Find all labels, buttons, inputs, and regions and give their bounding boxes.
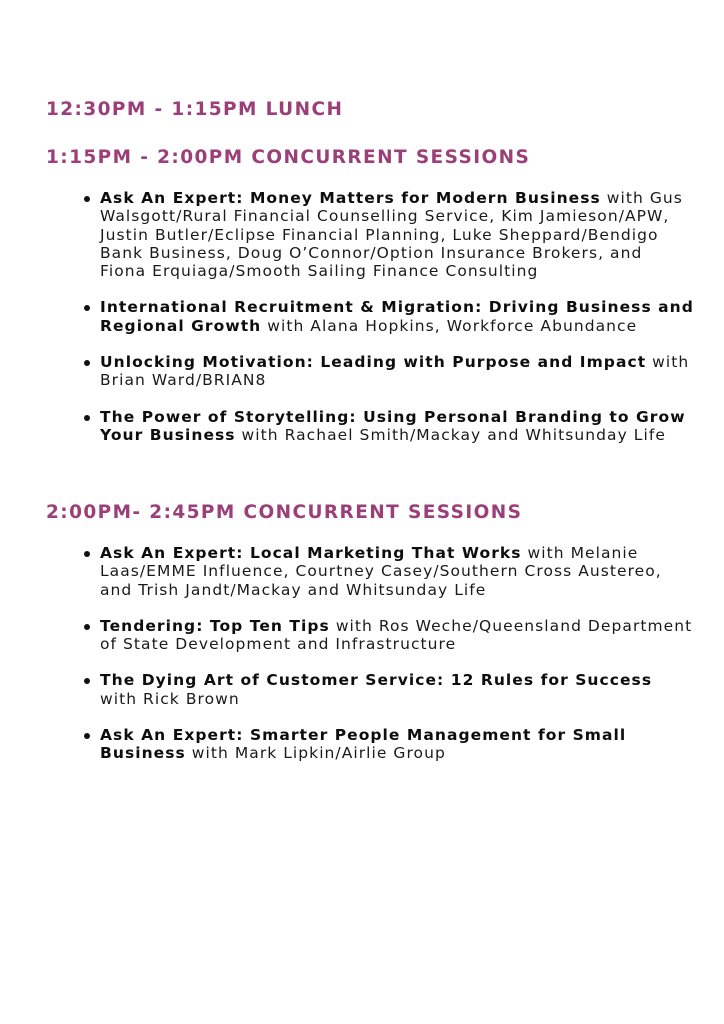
bullet-icon — [84, 196, 90, 202]
bullet-icon — [84, 551, 90, 557]
session-detail: with Ros Weche/Queensland Department of State Development and Infrastructure — [100, 616, 693, 654]
session-block-1-heading: 1:15PM - 2:00PM CONCURRENT SESSIONS — [46, 147, 531, 168]
bullet-icon — [84, 733, 90, 739]
session-item — [76, 353, 694, 390]
session-title: International Recruitment & Migration: Driving Business and Regional Growth — [100, 298, 694, 335]
session-detail: with Alana Hopkins, Workforce Abundance — [267, 316, 638, 335]
bullet-icon — [84, 415, 90, 421]
session-detail: with Gus Walsgott/Rural Financial Counselling Service, Kim Jamieson/APW, Justin Butler/Eclipse Financial Planning, Luke Sheppard/Bendigo Bank Business, Doug O’Connor/Option Insurance Brokers, and Fiona Erquiaga/Smooth Sailing Finance Consulting — [100, 189, 683, 281]
session-item — [76, 617, 694, 654]
session-title: Ask An Expert: Smarter People Management for Small Business — [100, 726, 627, 763]
session-title: Tendering: Top Ten Tips — [100, 616, 330, 635]
bullet-icon — [84, 360, 90, 366]
session-title: Ask An Expert: Money Matters for Modern Business — [100, 189, 601, 207]
session-title: The Power of Storytelling: Using Personal Branding to Grow Your Business — [100, 407, 686, 444]
session-item — [76, 408, 694, 445]
session-item — [76, 189, 694, 280]
session-detail: with Melanie Laas/EMME Influence, Courtney Casey/Southern Cross Austereo, and Trish Jandt/Mackay and Whitsunday Life — [100, 544, 662, 599]
session-item — [76, 298, 694, 335]
session-detail: with Brian Ward/BRIAN8 — [100, 353, 690, 390]
bullet-icon — [84, 624, 90, 630]
lunch-heading: 12:30PM - 1:15PM LUNCH — [46, 99, 344, 120]
session-item — [76, 671, 694, 708]
session-detail: with Mark Lipkin/Airlie Group — [191, 744, 446, 763]
session-list-2 — [76, 544, 694, 781]
session-block-2-heading: 2:00PM- 2:45PM CONCURRENT SESSIONS — [46, 502, 523, 523]
session-title: The Dying Art of Customer Service: 12 Rules for Success — [100, 671, 653, 690]
session-title: Unlocking Motivation: Leading with Purpose and Impact — [100, 353, 647, 372]
bullet-icon — [84, 305, 90, 311]
session-title: Ask An Expert: Local Marketing That Works — [100, 544, 522, 562]
bullet-icon — [84, 678, 90, 684]
session-detail: with Rick Brown — [100, 689, 240, 708]
session-item — [76, 726, 694, 763]
session-detail: with Rachael Smith/Mackay and Whitsunday Life — [241, 425, 666, 444]
session-item — [76, 544, 694, 599]
session-list-1 — [76, 189, 694, 462]
